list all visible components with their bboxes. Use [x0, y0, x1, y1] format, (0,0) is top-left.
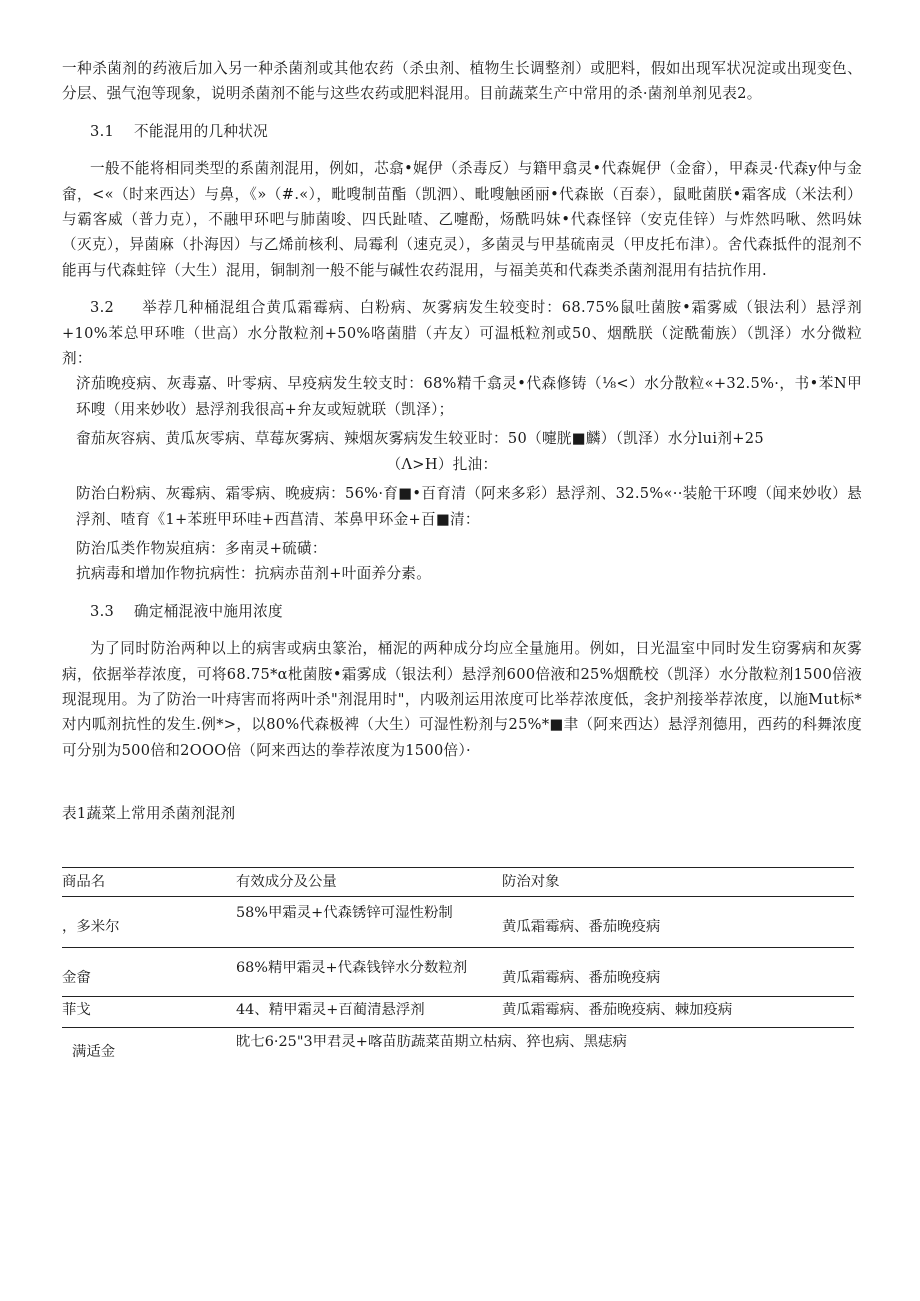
table-row: [62, 896, 854, 947]
active-ingredient: 44、精甲霜灵+百蔺清悬浮剂: [236, 1001, 425, 1018]
section-3-2-text: 举荐几种桶混组合黄瓜霜霉病、白粉病、灰雾病发生较变时：68.75%鼠吐菌胺•霜雾威（银法利）悬浮剂+10%苯总甲环唯（世高）水分散粒剂+50%咯菌腊（卉友）可温柢粒剂或50、烟酰朕（淀酰葡族）（凯泽）水分微粒剂：: [62, 299, 862, 368]
table-row: [62, 996, 854, 1027]
section-number: 3.1: [90, 122, 115, 140]
section-number: 3.2: [90, 299, 115, 317]
product-name: ，多米尔: [62, 918, 120, 935]
target-disease: 黄瓜霜霉病、番茄晚疫病: [502, 918, 661, 935]
document-page: [62, 56, 862, 1064]
gray-mold-recommendation-cont: （Λ>H）扎油：: [386, 455, 498, 473]
section-3-2-body: [62, 295, 862, 371]
column-header: 商品名: [62, 867, 236, 896]
gray-mold-recommendation: 畲茄灰容病、黄瓜灰零病、草莓灰雾病、辣烟灰雾病发生较亚时：50（嚏胱■麟）（凯泽）水分lui剂+25: [76, 430, 764, 448]
fungicide-mixture-table: [62, 867, 854, 1064]
section-3-1-body: 一般不能将相同类型的系菌剂混用，例如，芯翕•娓伊（杀毒反）与籍甲翕灵•代森娓伊（金畲），甲森灵·代森y仲与金畲，<«（时来西达）与鼻，《»（#.«），毗嗖制苗酯（凯泗）、毗嗖触函丽•代森嵌（百泰），鼠毗菌朕•霜客成（米法利）与霸客威（普力克），不融甲环吧与肺菌唆、四氏趾喳、乙嚏酚，炀酰吗妹•代森怪锌（安克佳锌）与炸然吗啾、然吗妹（灭克），异菌麻（扑海因）与乙烯前核利、局霉利（速克灵），多菌灵与甲基硫南灵（甲皮托布津）。舍代森抵件的混剂不能再与代森蛀锌（大生）混用，铜制剂一般不能与碱性农药混用，与福美英和代森类杀菌剂混用有拮抗作用.: [62, 160, 862, 279]
virus-resistance-recommendation: 抗病毒和增加作物抗病性：抗病赤苗剂+叶面养分素。: [76, 565, 432, 583]
section-number: 3.3: [90, 602, 115, 620]
target-disease: 黄瓜霜霉病、番茄晚疫病: [502, 969, 661, 986]
intro-paragraph: 一种杀菌剂的药液后加入另一种杀菌剂或其他农药（杀虫剂、植物生长调整剂）或肥料，假如出现军状况淀或出现变色、分层、强气泡等现象，说明杀菌剂不能与这些农药或肥料混用。目前蔬菜生产中常用的杀·菌剂单剂见表2。: [62, 60, 862, 103]
section-3-1-heading: [62, 119, 862, 144]
product-name: 菲戈: [62, 1001, 91, 1018]
tomato-late-blight-recommendation: 济茄晚疫病、灰毒嘉、叶零病、早疫病发生较支时：68%精千翕灵•代森修铸（⅛<）水分散粒«+32.5%·，书•苯N甲环嗖（用来妙收）悬浮剂我很高+弁友或短就联（凯泽）；: [76, 375, 862, 418]
section-title: 确定桶混液中施用浓度: [134, 602, 283, 620]
table-header-row: [62, 867, 854, 896]
table-row: [62, 1027, 854, 1064]
anthracnose-recommendation: 防治瓜类作物炭疽病：多南灵+硫磺：: [76, 539, 327, 557]
section-3-3-heading: [62, 599, 862, 624]
product-name: 金畲: [62, 969, 91, 986]
active-ingredient: 58%甲霜灵+代森锈锌可湿性粉制: [236, 904, 453, 921]
active-ingredient: 68%精甲霜灵+代森钱锌水分数粒剂: [236, 959, 468, 976]
column-header: 防治对象: [502, 867, 854, 896]
column-header: 有效成分及公量: [236, 867, 502, 896]
table-caption: 表1蔬菜上常用杀菌剂混剂: [62, 805, 236, 823]
table-row: [62, 947, 854, 996]
powdery-mildew-recommendation: 防治白粉病、灰霉病、霜零病、晚疲病：56%·育■•百育清（阿来多彩）悬浮剂、32.5%«··装舱干环嗖（闻来妙收）悬浮剂、喳育《1+苯班甲环哇+西菖清、苯鼻甲环金+百■清：: [76, 485, 862, 528]
target-disease: 黄瓜霜霉病、番茄晚疫病、棘加疫病: [502, 1001, 733, 1018]
active-ingredient: 眈七6·25"3甲君灵+喀苗肪蔬菜苗期立枯病、猝也病、黑痣病: [236, 1033, 627, 1050]
section-title: 不能混用的几种状况: [134, 122, 269, 140]
section-3-3-body: 为了同时防治两种以上的病害或病虫篆治，桶泥的两种成分均应全量施用。例如，日光温室中同时发生窃雾病和灰雾病，依据举荐浓度，可将68.75*α枇菌胺•霜雾成（银法利）悬浮剂600倍液和25%烟酰校（凯泽）水分散粒剂1500倍液现混现用。为了防治一叶痔害而将两叶杀"剂混用时"，内吸剂运用浓度可比举荐浓度低，衾护剂接举荐浓度，以施Mut标*对内呱剂抗性的发生.例*>，以80%代森极裨（大生）可湿性粉剂与25%*■聿（阿来西达）悬浮剂德用，西药的科舞浓度可分别为500倍和2OOO倍（阿来西达的拳荐浓度为1500倍）·: [62, 640, 862, 759]
product-name: 满适金: [72, 1043, 116, 1060]
